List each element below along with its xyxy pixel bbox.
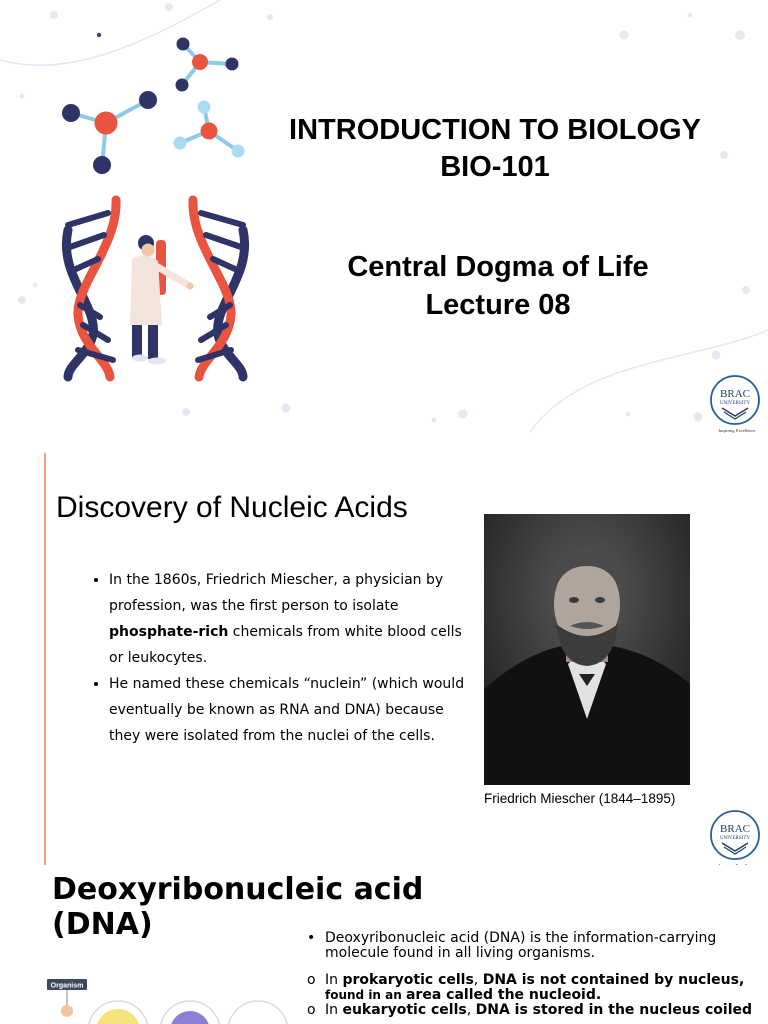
logo-sub: UNIVERSITY [720,836,750,841]
lecture-number: Lecture 08 [425,289,571,321]
logo-name: BRAC [720,823,750,835]
lecture-topic: Central Dogma of Life [347,251,649,283]
brac-university-logo [710,810,762,870]
organism-figure [40,973,300,1024]
course-title [240,112,750,186]
bullet-dot-icon: • [307,930,316,946]
slide-heading: Discovery of Nucleic Acids [56,491,408,524]
discovery-slide [0,453,768,865]
bullet-list [306,931,764,1018]
logo-tagline: Inspiring Excellence [718,428,756,433]
accent-line [44,453,46,865]
course-code: BIO-101 [440,151,550,183]
bullet-item: • He named these chemicals “nuclein” (which would eventually be known as RNA and DNA) because they were isolated from the nuclei of the cells. [109,671,469,749]
title-slide [0,0,768,440]
sub-bullet-item: o In eukaryotic cells, DNA is stored in the nucleus coiled [307,1002,753,1018]
circle-bullet-icon: o [307,972,316,988]
bullet-item: • Deoxyribonucleic acid (DNA) is the information-carrying molecule found in all living organisms. [307,930,717,961]
circle-bullet-icon: o [307,1002,316,1018]
dna-slide [0,865,768,1024]
bullet-item: • In the 1860s, Friedrich Miescher, a physician by profession, was the first person to isolate phosphate-rich chemicals from white blood cells or leukocytes. [109,567,469,671]
molecule-icon [55,30,255,170]
figure-label: Organism [50,982,84,990]
dna-scientist-illustration [58,195,253,385]
brac-university-logo [710,375,762,435]
slide-heading: Deoxyribonucleic acid (DNA) [52,872,424,942]
bullet-list [88,567,469,749]
portrait-photo [484,514,690,785]
logo-sub: UNIVERSITY [720,401,750,406]
sub-bullet-item: o In prokaryotic cells, DNA is not contained by nucleus, found in an area called the nucleoid. [307,972,745,1003]
course-name: INTRODUCTION TO BIOLOGY [289,114,701,146]
logo-name: BRAC [720,388,750,400]
lecture-title [300,248,696,324]
bold-term: phosphate-rich [109,624,229,640]
photo-caption: Friedrich Miescher (1844–1895) [484,791,676,806]
